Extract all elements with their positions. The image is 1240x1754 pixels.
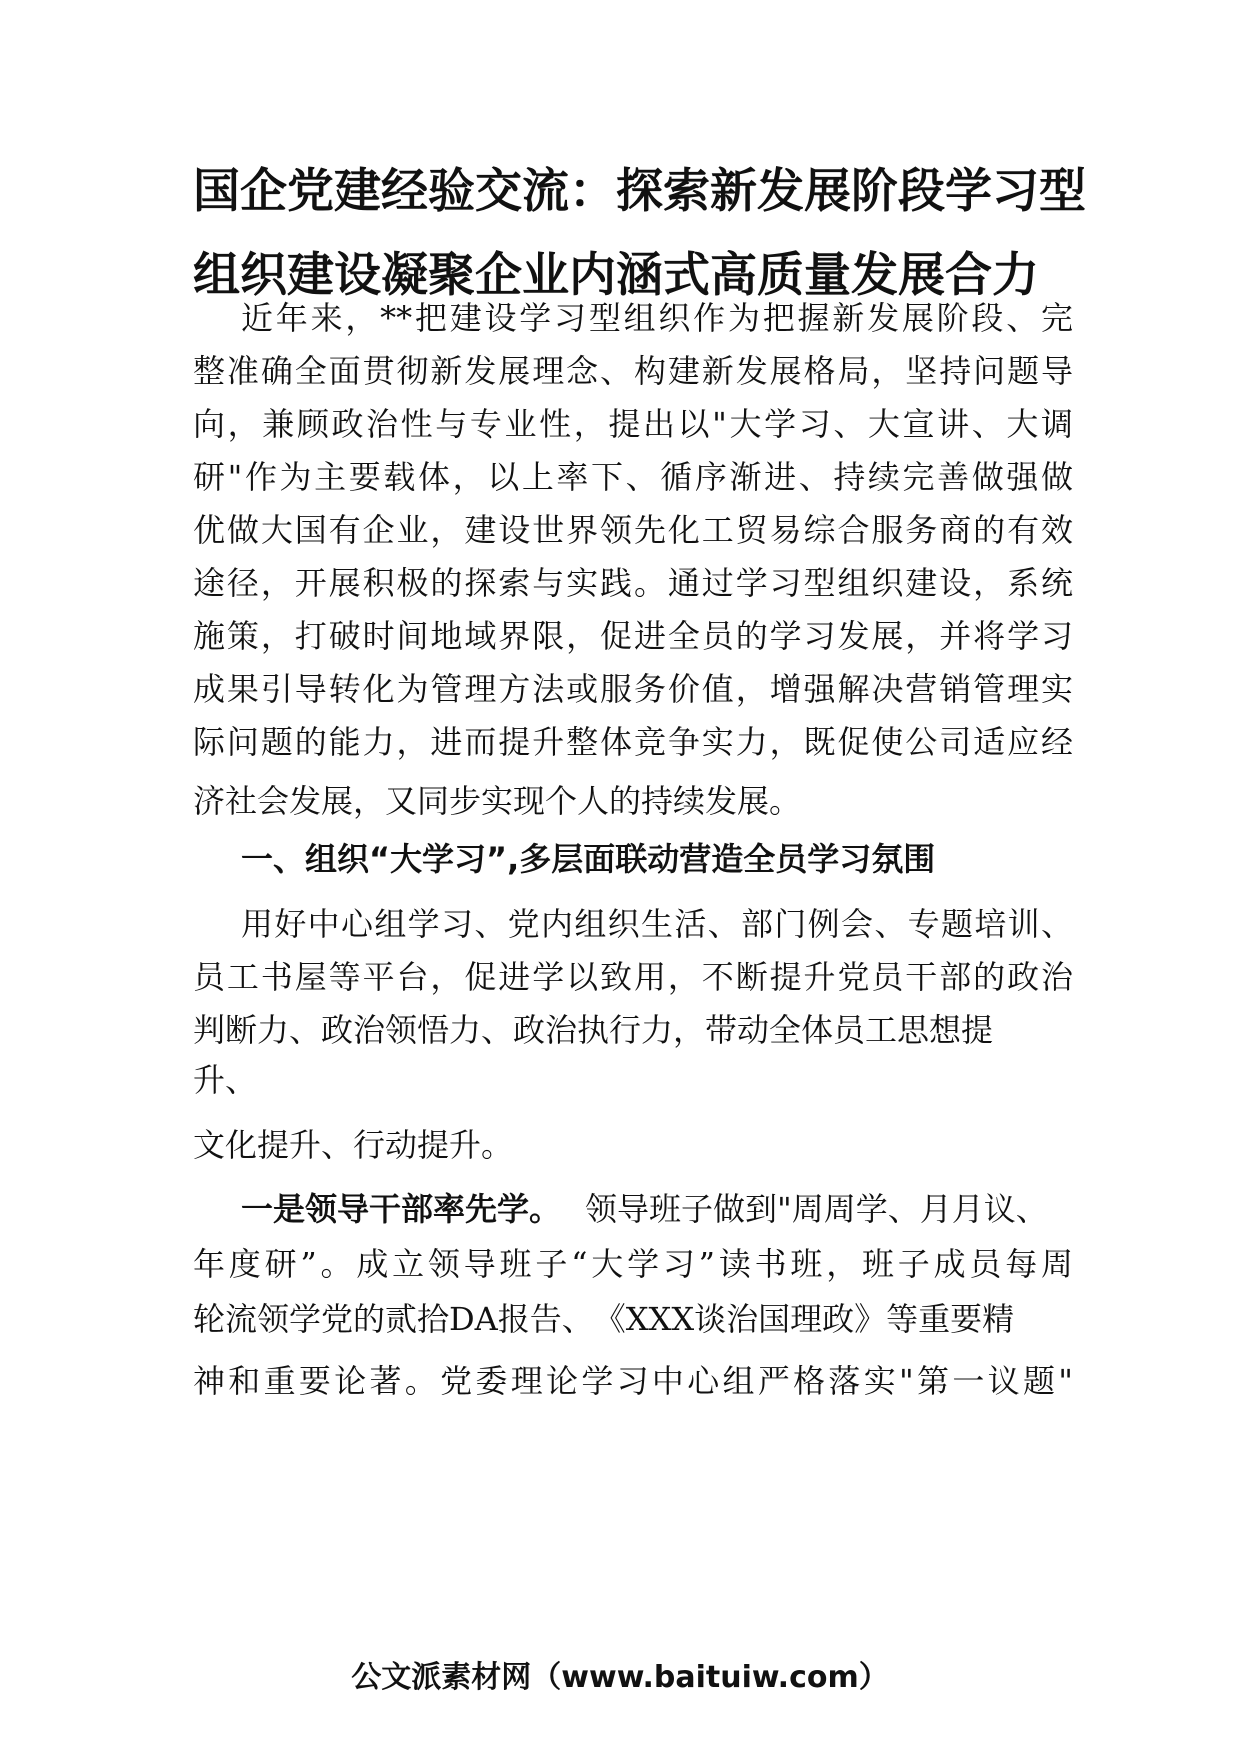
paragraph-1-line: 施策，打破时间地域界限，促进全员的学习发展，并将学习 <box>193 617 1073 655</box>
paragraph-1-line: 近年来，**把建设学习型组织作为把握新发展阶段、完 <box>241 299 1073 337</box>
paragraph-1-line: 优做大国有企业，建设世界领先化工贸易综合服务商的有效 <box>193 511 1073 549</box>
paragraph-1-line: 际问题的能力，进而提升整体竞争实力，既促使公司适应经 <box>193 723 1073 761</box>
paragraph-2-line: 文化提升、行动提升。 <box>193 1126 514 1164</box>
paragraph-1-line: 研"作为主要载体，以上率下、循序渐进、持续完善做强做 <box>193 458 1073 496</box>
paragraph-3-line: 领导班子做到"周周学、月月议、 <box>585 1190 1048 1228</box>
paragraph-1-line: 济社会发展，又同步实现个人的持续发展。 <box>193 782 802 820</box>
section-heading: 一、组织“大学习”,多层面联动营造全员学习氛围 <box>241 840 936 878</box>
paragraph-1-line: 整准确全面贯彻新发展理念、构建新发展格局，坚持问题导 <box>193 352 1073 390</box>
paragraph-2-line: 升、 <box>193 1061 258 1099</box>
paragraph-1-line: 途径，开展积极的探索与实践。通过学习型组织建设，系统 <box>193 564 1073 602</box>
paragraph-2-line: 员工书屋等平台，促进学以致用，不断提升党员干部的政治 <box>193 958 1073 996</box>
paragraph-1-line: 成果引导转化为管理方法或服务价值，增强解决营销管理实 <box>193 670 1073 708</box>
paragraph-3-first-line <box>241 1189 1073 1229</box>
paragraph-2-line: 用好中心组学习、党内组织生活、部门例会、专题培训、 <box>241 905 1073 943</box>
document-title <box>193 150 1086 318</box>
paragraph-3-lead: 一是领导干部率先学。 <box>241 1190 562 1228</box>
paragraph-3-line: 年度研”。成立领导班子“大学习”读书班，班子成员每周 <box>193 1245 1073 1283</box>
paragraph-3-line: 神和重要论著。党委理论学习中心组严格落实"第一议题" <box>193 1362 1073 1400</box>
title-line-2: 组织建设凝聚企业内涵式高质量发展合力 <box>193 248 1039 303</box>
paragraph-2-line: 判断力、政治领悟力、政治执行力，带动全体员工思想提 <box>193 1011 994 1049</box>
title-line-1: 国企党建经验交流：探索新发展阶段学习型 <box>193 164 1086 219</box>
paragraph-1-line: 向，兼顾政治性与专业性，提出以"大学习、大宣讲、大调 <box>193 405 1073 443</box>
paragraph-3-line: 轮流领学党的贰拾DA报告、 《XXX谈治国理政》等重要精 <box>193 1300 1015 1338</box>
footer-source: 公文派素材网（www.baituiw.com） <box>351 1660 889 1695</box>
